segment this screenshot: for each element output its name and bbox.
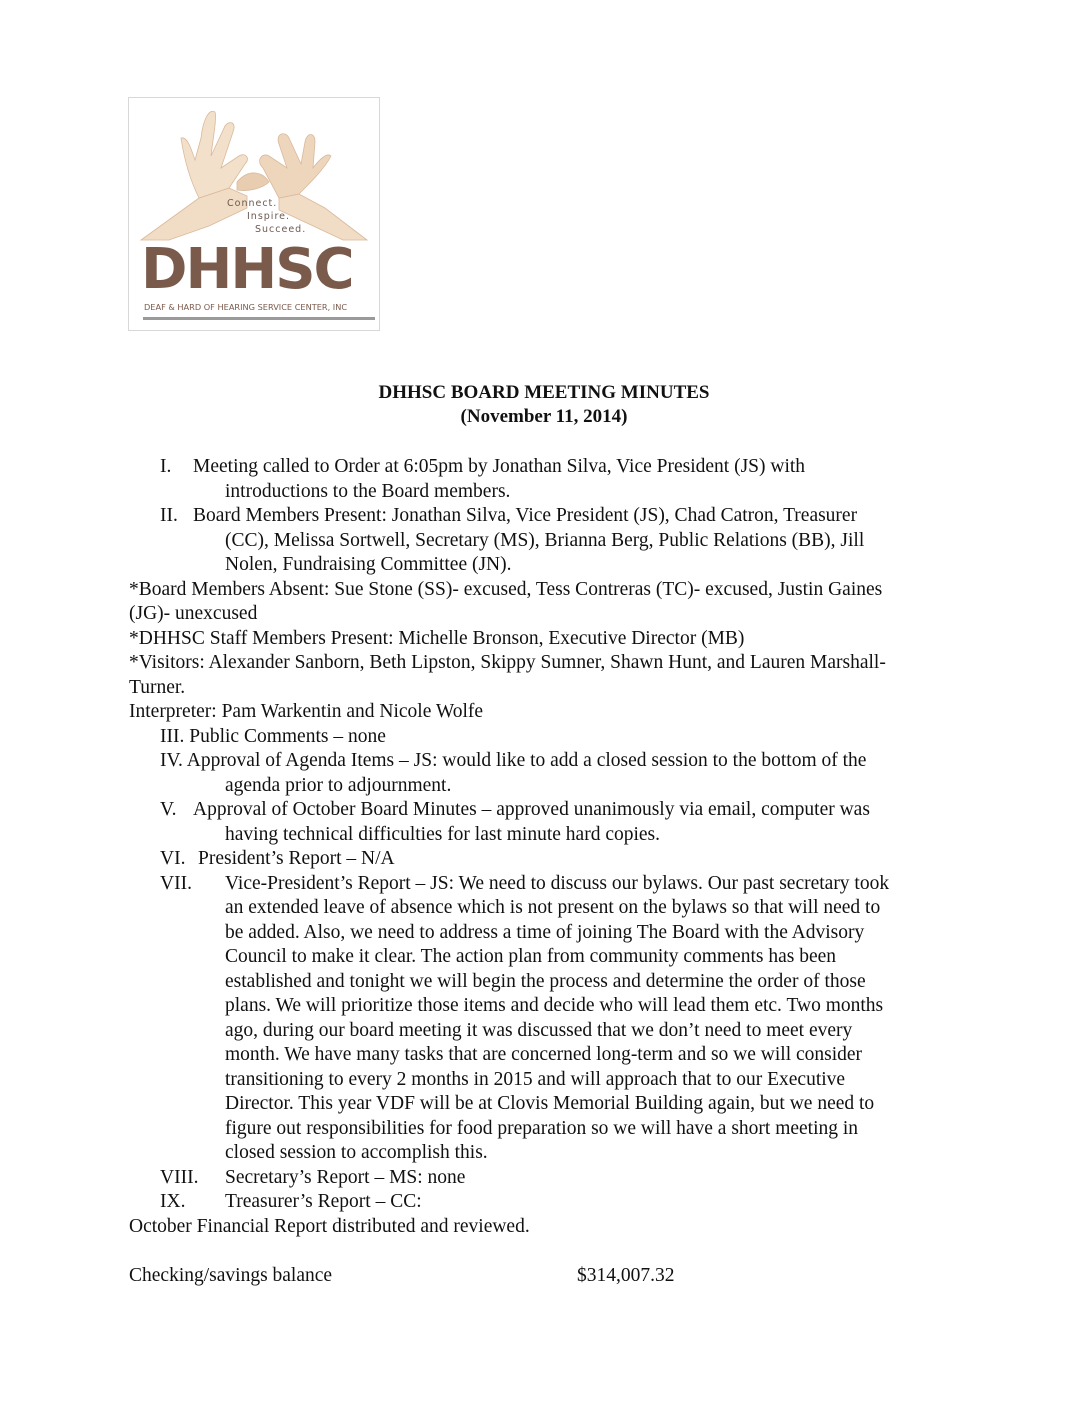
item-v-text-cont: having technical difficulties for last minute hard copies.: [225, 824, 661, 845]
report-line: Council to make it clear. The action plan from community comments has been: [225, 946, 837, 967]
item-ii-text-cont: Nolen, Fundraising Committee (JN).: [225, 554, 512, 575]
organization-logo: [128, 97, 380, 331]
report-line: figure out responsibilities for food preparation so we will have a short meeting in: [225, 1118, 859, 1139]
item-i-text-cont: introductions to the Board members.: [225, 481, 511, 502]
item-ii-text-cont: (CC), Melissa Sortwell, Secretary (MS), Brianna Berg, Public Relations (BB), Jill: [225, 530, 865, 551]
item-number-vi: VI.: [160, 848, 186, 869]
balance-label: Checking/savings balance: [129, 1265, 333, 1286]
item-ii-text: Board Members Present: Jonathan Silva, Vice President (JS), Chad Catron, Treasurer: [193, 505, 858, 526]
report-line: ago, during our board meeting it was discussed that we don’t need to meet every: [225, 1020, 853, 1041]
item-viii-secretarys-report: Secretary’s Report – MS: none: [225, 1167, 466, 1188]
meeting-date: (November 11, 2014): [460, 406, 628, 427]
report-line: Director. This year VDF will be at Clovis Memorial Building again, but we need to: [225, 1093, 875, 1114]
item-v-minutes-approval: Approval of October Board Minutes – approved unanimously via email, computer was: [193, 799, 870, 820]
document-title: DHHSC BOARD MEETING MINUTES: [378, 382, 710, 403]
brand-subtitle: DEAF & HARD OF HEARING SERVICE CENTER, INC: [144, 302, 348, 312]
visitors-cont: Turner.: [129, 677, 186, 698]
financial-report-summary: October Financial Report distributed and reviewed.: [129, 1216, 530, 1237]
report-line: Vice-President’s Report – JS: We need to discuss our bylaws. Our past secretary took: [225, 873, 890, 894]
report-line: month. We have many tasks that are concerned long-term and so we will consider: [225, 1044, 863, 1065]
item-number-v: V.: [160, 799, 177, 820]
item-number-vii: VII.: [160, 873, 192, 894]
item-iv-agenda-approval: IV. Approval of Agenda Items – JS: would like to add a closed session to the bottom of the: [160, 750, 867, 771]
report-line: be added. Also, we need to address a time of joining The Board with the Advisory: [225, 922, 865, 943]
interpreters: Interpreter: Pam Warkentin and Nicole Wolfe: [129, 701, 484, 722]
brand-underline: [143, 317, 375, 320]
balance-value: $314,007.32: [577, 1265, 675, 1286]
absent-members-cont: (JG)- unexcused: [129, 603, 258, 624]
item-iv-text-cont: agenda prior to adjournment.: [225, 775, 452, 796]
tagline-succeed: Succeed.: [255, 224, 307, 235]
item-ix-treasurers-report: Treasurer’s Report – CC:: [225, 1191, 422, 1212]
visitors: *Visitors: Alexander Sanborn, Beth Lipston, Skippy Sumner, Shawn Hunt, and Lauren Marshall-: [129, 652, 886, 673]
item-number-ii: II.: [160, 505, 178, 526]
report-line: an extended leave of absence which is not present on the bylaws so that will need to: [225, 897, 881, 918]
item-vi-presidents-report: President’s Report – N/A: [198, 848, 395, 869]
report-line: plans. We will prioritize those items and decide who will lead them etc. Two months: [225, 995, 884, 1016]
brand-wordmark: DHHSC: [141, 237, 353, 302]
staff-present: *DHHSC Staff Members Present: Michelle Bronson, Executive Director (MB): [129, 628, 745, 649]
report-line: closed session to accomplish this.: [225, 1142, 488, 1163]
item-i-text: Meeting called to Order at 6:05pm by Jonathan Silva, Vice President (JS) with: [193, 456, 806, 477]
tagline-inspire: Inspire.: [247, 211, 291, 222]
item-number-viii: VIII.: [160, 1167, 199, 1188]
tagline-connect: Connect.: [227, 198, 278, 209]
item-number-i: I.: [160, 456, 172, 477]
item-number-ix: IX.: [160, 1191, 186, 1212]
item-iii-public-comments: III. Public Comments – none: [160, 726, 386, 747]
report-line: established and tonight we will begin the process and determine the order of those: [225, 971, 866, 992]
absent-members: *Board Members Absent: Sue Stone (SS)- excused, Tess Contreras (TC)- excused, Justin Gaines: [129, 579, 883, 600]
report-line: transitioning to every 2 months in 2015 and will approach that to our Executive: [225, 1069, 846, 1090]
